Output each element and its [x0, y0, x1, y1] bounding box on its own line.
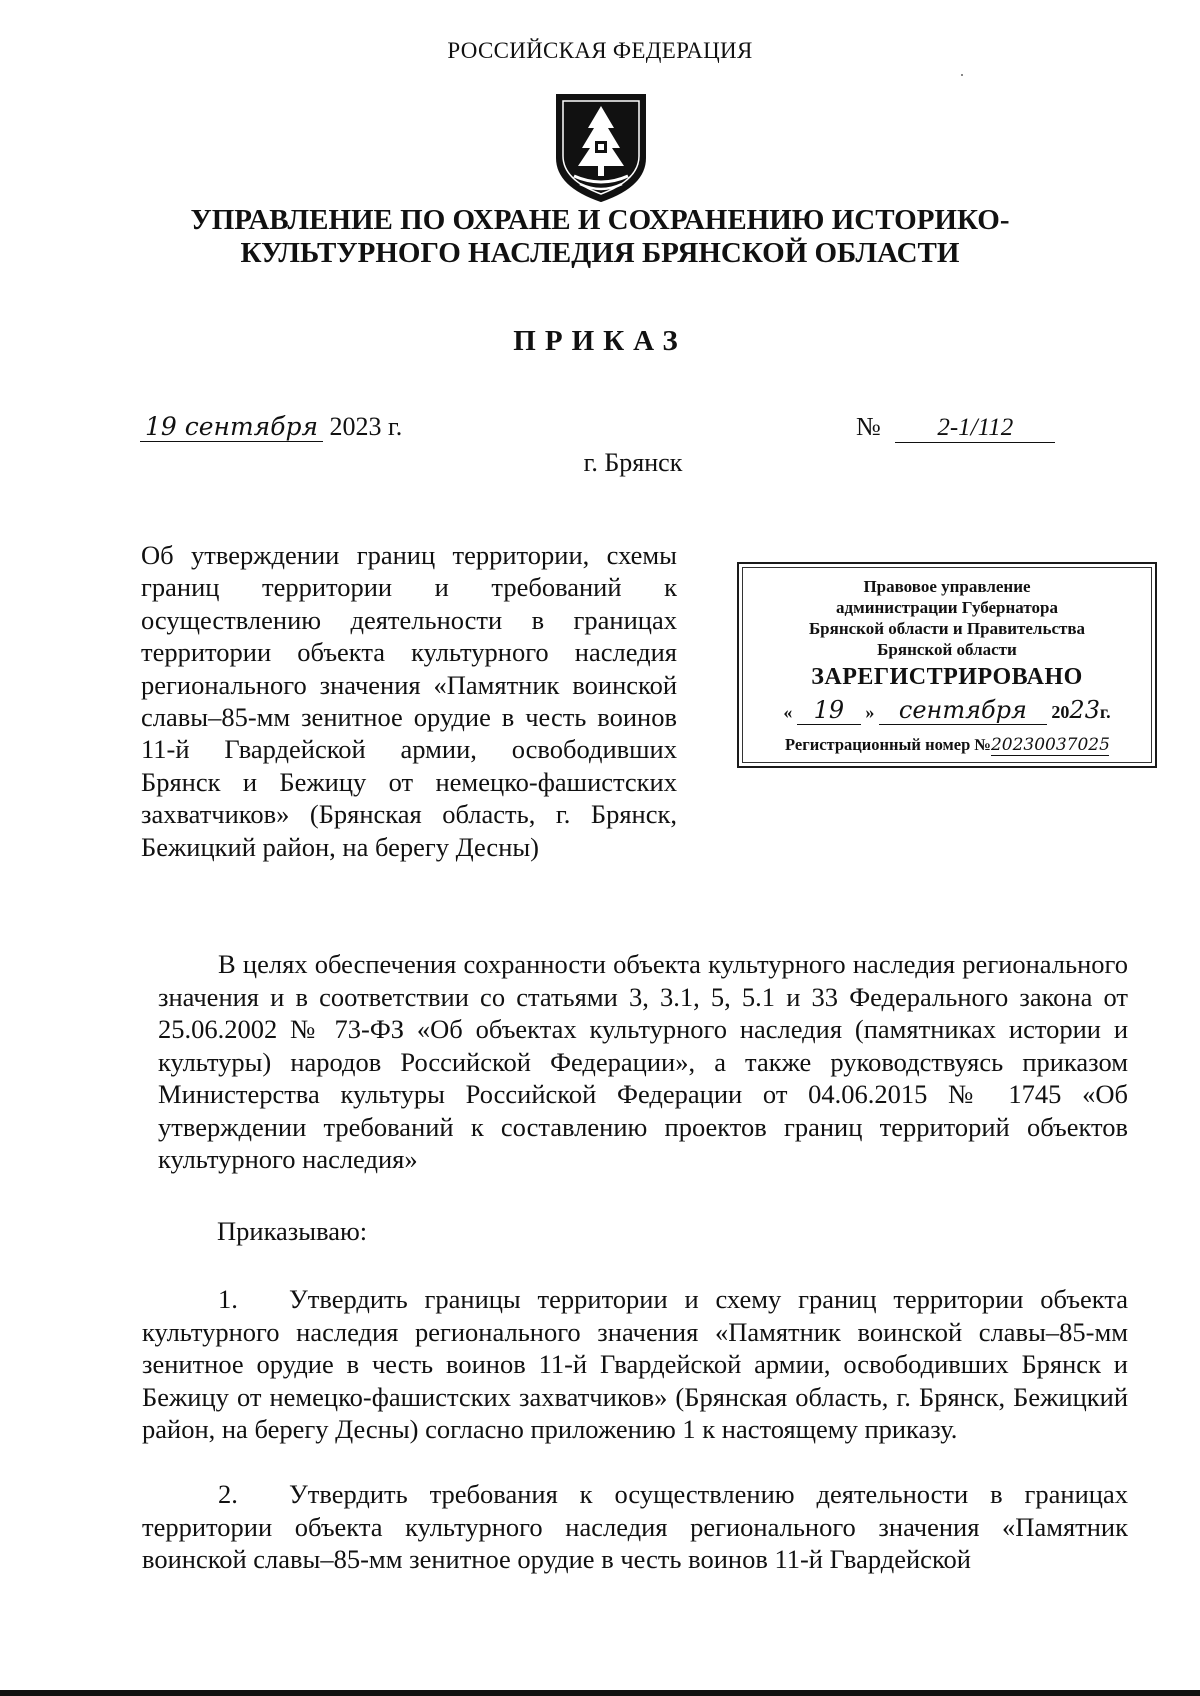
stamp-open-quote: « — [783, 702, 793, 722]
stamp-date — [739, 696, 1155, 725]
item-number: 2. — [218, 1479, 238, 1509]
agency-name-line2: КУЛЬТУРНОГО НАСЛЕДИЯ БРЯНСКОЙ ОБЛАСТИ — [240, 237, 960, 269]
city-name: г. Брянск — [583, 448, 683, 477]
registration-stamp — [737, 562, 1157, 768]
order-item-2 — [142, 1478, 1128, 1576]
stamp-line4: Брянской области — [877, 640, 1017, 659]
stamp-year-suffix: г. — [1099, 702, 1111, 722]
scan-speck — [961, 74, 963, 76]
stamp-line1: Правовое управление — [863, 577, 1031, 596]
item-text: Утвердить границы территории и схему границ территории объекта культурного наследия регионального значения «Памятник воинской славы–85-мм зенитное орудие в честь воинов 11-й Гвардейской армии, освободивших Брянск и Бежицу от немецко-фашистских захватчиков» (Брянская область, г. Брянск, Бежицкий район, на берегу Десны) согласно приложению 1 к настоящему приказу. — [142, 1284, 1128, 1444]
number-label: № — [856, 412, 881, 441]
handwritten-date: 19 сентября — [140, 413, 323, 442]
date-year: 2023 г. — [329, 412, 403, 441]
stamp-registration — [739, 735, 1155, 756]
order-subject: Об утверждении границ территории, схемы границ территории и требований к осуществлению деятельности в границах территории объекта культурного наследия регионального значения «Памятник воинской славы–85-мм зенитное орудие в честь воинов 11-й Гвардейской армии, освободивших Брянск и Бежицу от немецко-фашистских захватчиков» (Брянская область, г. Брянск, Бежицкий район, на берегу Десны) — [141, 540, 677, 862]
stamp-day: 19 — [797, 696, 861, 725]
item-number: 1. — [218, 1284, 238, 1314]
order-item-1 — [142, 1283, 1128, 1446]
stamp-line2: администрации Губернатора — [836, 598, 1058, 617]
order-directive: Приказываю: — [217, 1216, 368, 1246]
stamp-month: сентября — [879, 696, 1047, 725]
stamp-close-quote: » — [865, 702, 875, 722]
stamp-reg-label: Регистрационный номер № — [785, 735, 991, 754]
stamp-line3: Брянской области и Правительства — [808, 619, 1086, 638]
coat-of-arms-emblem — [554, 92, 648, 204]
stamp-year-prefix: 20 — [1051, 702, 1070, 722]
stamp-year: 23 — [1069, 696, 1100, 724]
item-text: Утвердить требования к осуществлению деятельности в границах территории объекта культурного наследия регионального значения «Памятник воинской славы–85-мм зенитное орудие в честь воинов 11-й Гвардейской — [142, 1479, 1128, 1574]
agency-name-line1: УПРАВЛЕНИЕ ПО ОХРАНЕ И СОХРАНЕНИЮ ИСТОРИКО- — [190, 204, 1010, 236]
handwritten-number: 2-1/112 — [895, 414, 1055, 443]
stamp-status: ЗАРЕГИСТРИРОВАНО — [811, 664, 1083, 690]
stamp-reg-number: 20230037025 — [990, 735, 1110, 755]
order-number — [856, 412, 1055, 443]
order-date — [140, 412, 402, 442]
country-heading: РОССИЙСКАЯ ФЕДЕРАЦИЯ — [447, 38, 753, 63]
scan-edge — [0, 1690, 1200, 1696]
agency-name — [120, 204, 1080, 270]
preamble-paragraph: В целях обеспечения сохранности объекта культурного наследия регионального значения и в соответствии со статьями 3, 3.1, 5, 5.1 и 33 Федерального закона от 25.06.2002 № 73-ФЗ «Об объектах культурного наследия (памятниках истории и культуры) народов Российской Федерации», а также руководствуясь приказом Министерства культуры Российской Федерации от 04.06.2015 № 1745 «Об утверждении требований к составлению проектов границ территорий объектов культурного наследия» — [158, 949, 1128, 1174]
document-type-title: ПРИКАЗ — [513, 325, 687, 357]
